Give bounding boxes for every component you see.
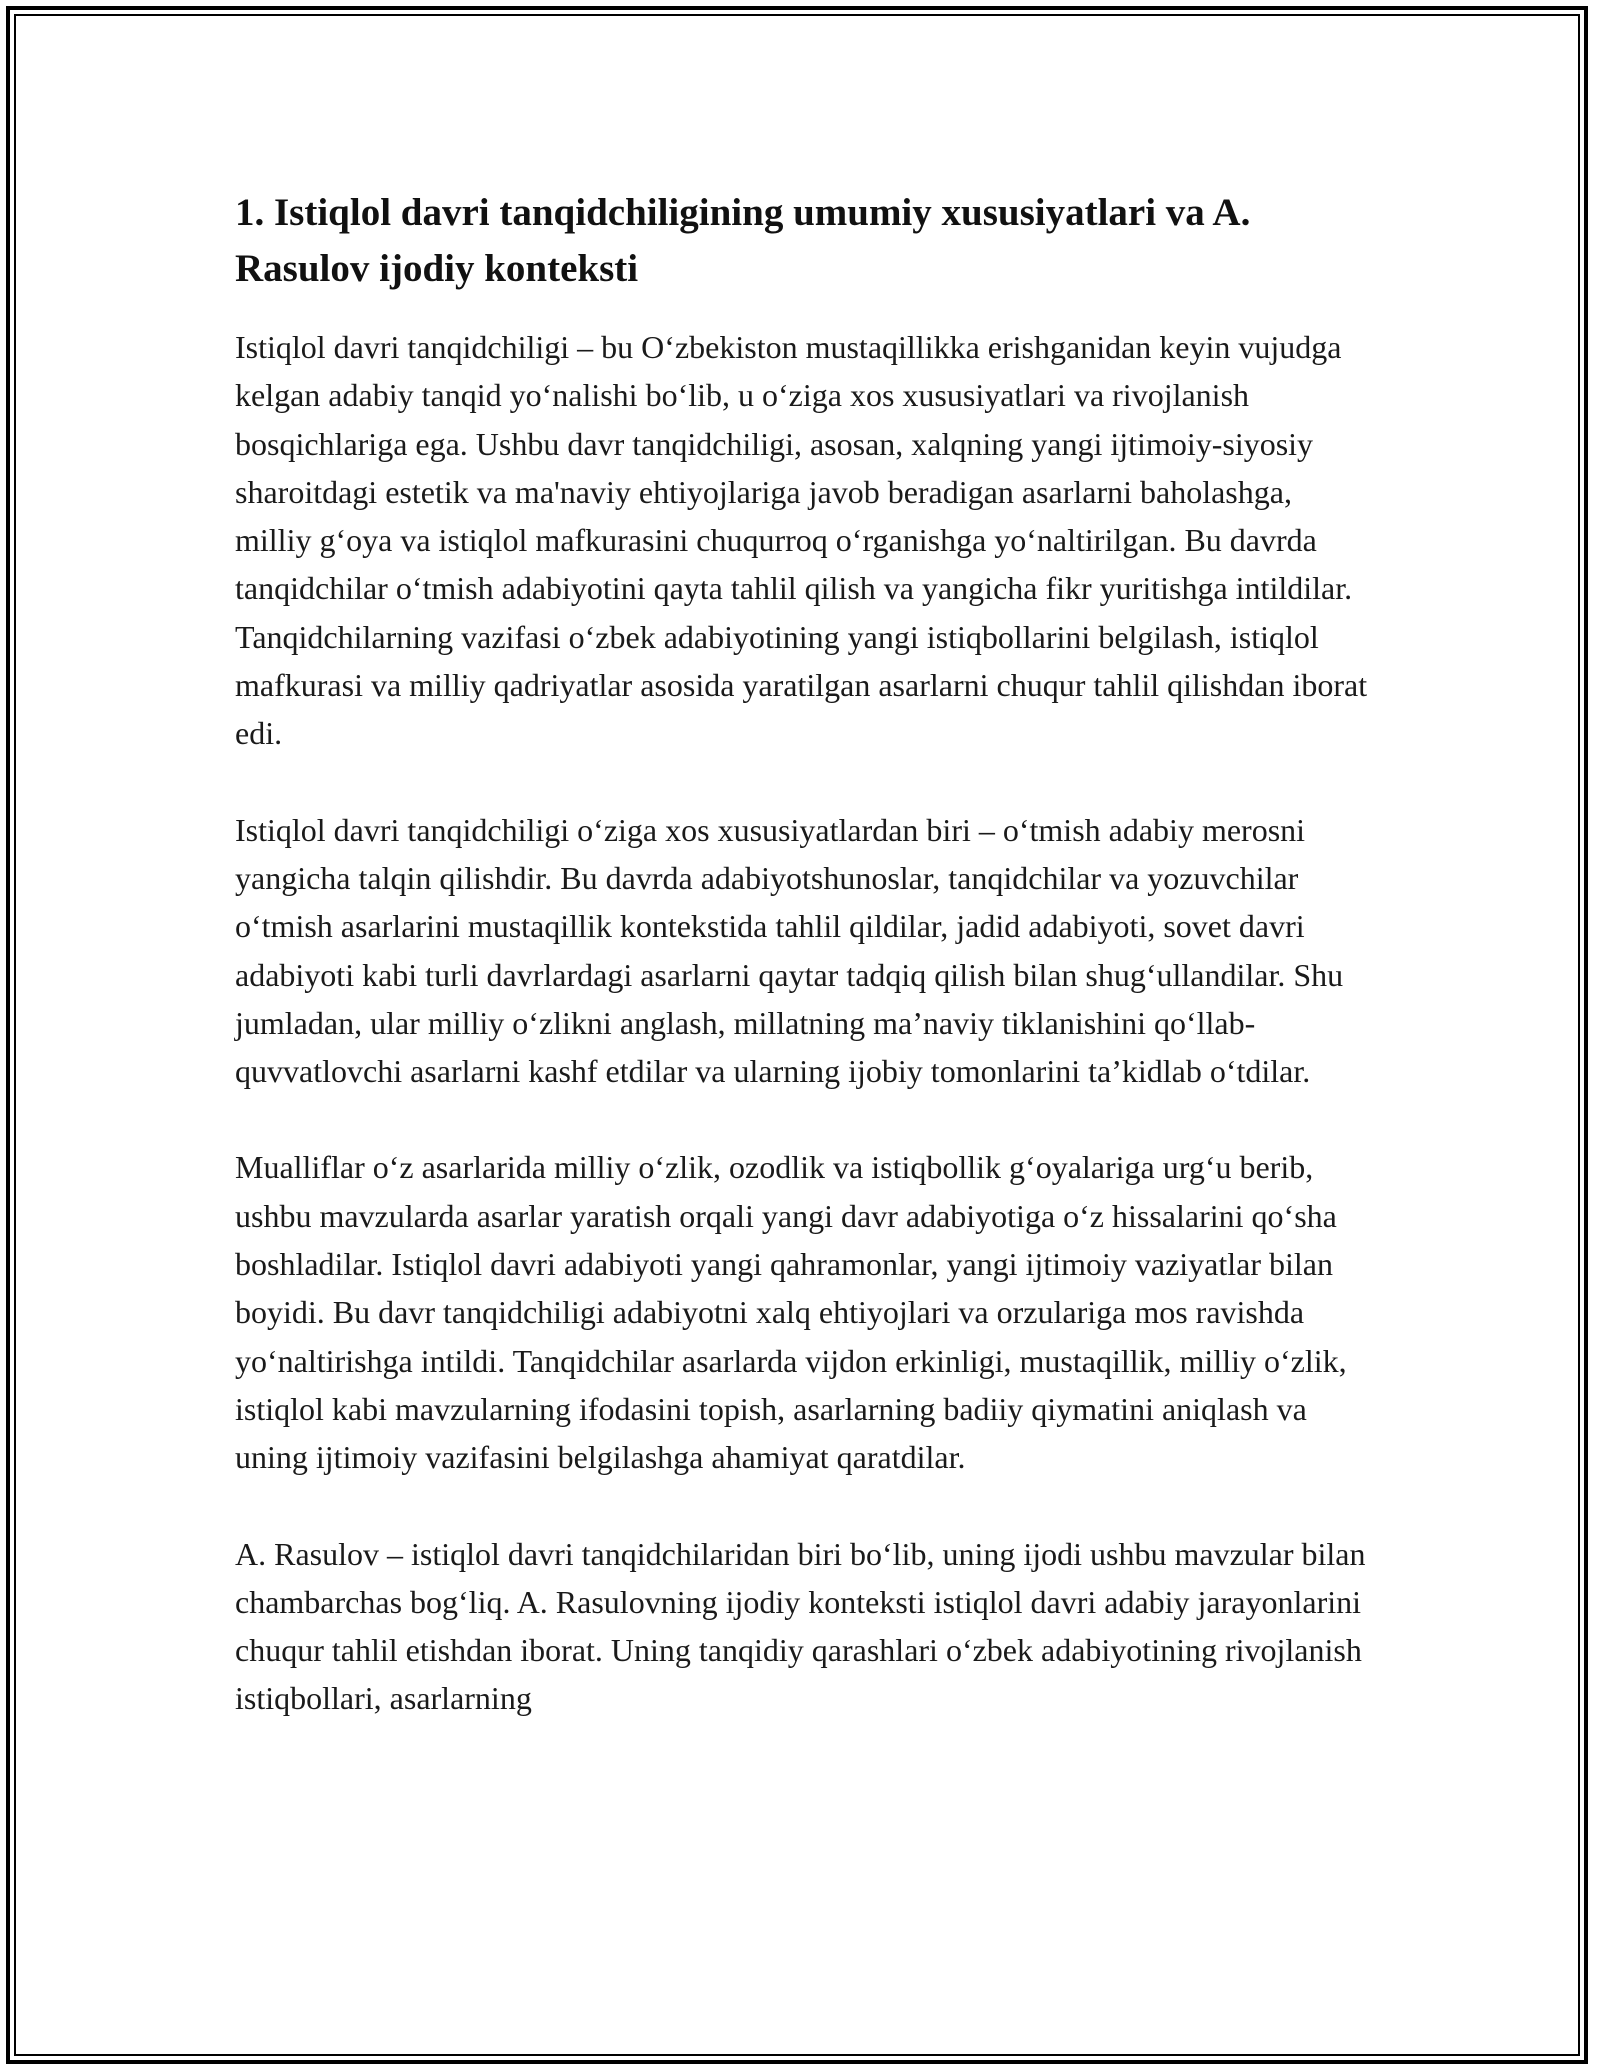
paragraph-4: A. Rasulov – istiqlol davri tanqidchilaridan biri bo‘lib, uning ijodi ushbu mavzular bilan chambarchas bog‘liq. A. Rasulovning ijodiy konteksti istiqlol davri adabiy jarayonlarini chuqur tahlil etishdan iborat. Uning tanqidiy qarashlari o‘zbek adabiyotining rivojlanish istiqbollari, asarlarning: [235, 1535, 1366, 1717]
paragraph-3: Mualliflar o‘z asarlarida milliy o‘zlik, ozodlik va istiqbollik g‘oyalariga urg‘u berib, ushbu mavzularda asarlar yaratish orqali yangi davr adabiyotiga o‘z hissalarini qo‘sha boshladilar. Istiqlol davri adabiyoti yangi qahramonlar, yangi ijtimoiy vaziyatlar bilan boyidi. Bu davr tanqidchiligi adabiyotni xalq ehtiyojlari va orzulariga mos ravishda yo‘naltirishga intildi. Tanqidchilar asarlarda vijdon erkinligi, mustaqillik, milliy o‘zlik, istiqlol kabi mavzularning ifodasini topish, asarlarning badiiy qiymatini aniqlash va uning ijtimoiy vazifasini belgilashga ahamiyat qaratdilar.: [235, 1149, 1347, 1476]
paragraph-2: Istiqlol davri tanqidchiligi o‘ziga xos xususiyatlardan biri – o‘tmish adabiy merosni yangicha talqin qilishdir. Bu davrda adabiyotshunoslar, tanqidchilar va yozuvchilar o‘tmish asarlarini mustaqillik kontekstida tahlil qildilar, jadid adabiyoti, sovet davri adabiyoti kabi turli davrlardagi asarlarni qaytar tadqiq qilish bilan shug‘ullandilar. Shu jumladan, ular milliy o‘zlikni anglash, millatning ma’naviy tiklanishini qo‘llab-quvvatlovchi asarlarni kashf etdilar va ularning ijobiy tomonlarini ta’kidlab o‘tdilar.: [235, 811, 1344, 1090]
document-body: [235, 185, 1370, 1771]
section-heading: 1. Istiqlol davri tanqidchiligining umumiy xususiyatlari va A. Rasulov ijodiy konteksti: [235, 191, 1251, 290]
paragraph-1: Istiqlol davri tanqidchiligi – bu O‘zbekiston mustaqillikka erishganidan keyin vujudga kelgan adabiy tanqid yo‘nalishi bo‘lib, u o‘ziga xos xususiyatlari va rivojlanish bosqichlariga ega. Ushbu davr tanqidchiligi, asosan, xalqning yangi ijtimoiy-siyosiy sharoitdagi estetik va ma'naviy ehtiyojlariga javob beradigan asarlarni baholashga, milliy g‘oya va istiqlol mafkurasini chuqurroq o‘rganishga yo‘naltirilgan. Bu davrda tanqidchilar o‘tmish adabiyotini qayta tahlil qilish va yangicha fikr yuritishga intildilar. Tanqidchilarning vazifasi o‘zbek adabiyotining yangi istiqbollarini belgilash, istiqlol mafkurasi va milliy qadriyatlar asosida yaratilgan asarlarni chuqur tahlil qilishdan iborat edi.: [235, 329, 1368, 752]
